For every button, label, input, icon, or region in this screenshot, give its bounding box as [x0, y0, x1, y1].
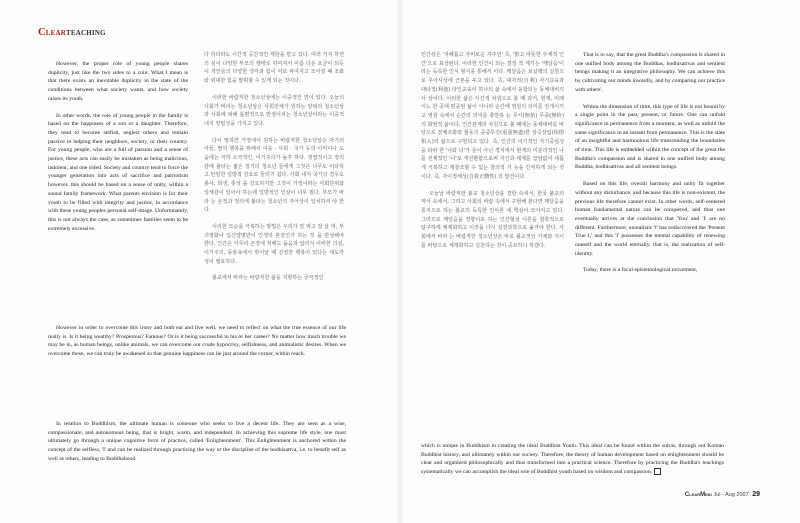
page-gutter — [398, 0, 402, 523]
paragraph: In other words, the role of young people in the family is based on the happiness of a son or a daughter. Therefore, they tend to become selfish, neglect others and remain passive in helping their neighbors, society, or their country. For young people, who are a full of passion and a sense of justice, these acts can easily be mistaken as being malicious, indolent, and one sided. Society and country tend to force the younger generation into acts of sacrifice and patriotism however. this should be based on a sense of unity, within a sound family framework. What parents envision is for their youth to be filled with integrity and justice, in accordance with these young peoples personal self-image. Unfortunately, this is not always the case, as sometimes families seem to be extremely excessive. — [48, 112, 188, 232]
paragraph: Today, there is a focal epistemological movement, — [583, 267, 698, 274]
paragraph: 불교에서 바라는 바람직한 삶을 지향하는 궁극적인 — [212, 275, 324, 282]
footer-brand: ClearMind — [684, 492, 712, 498]
left-english-column-lower — [48, 324, 346, 367]
paragraph: Based on this life, overall harmony and unity fit together without any disturbance, and because this life is non-existent, the previous life therefore cannot exist. In other words, self-centered human fundamental nature can be conquered, and thus one eventually arrives at the conclusion that 'You' and 'I' are no different. Furthermore, unrealistic 'I' has rediscovered the 'Present True I,' and this 'I' possesses the mental capability of renewing oneself and the world eternally, that is, the realization of self-identity. — [575, 181, 725, 257]
right-english-column — [575, 51, 725, 283]
left-korean-column — [204, 51, 344, 291]
paragraph — [421, 442, 724, 477]
right-korean-column — [421, 51, 564, 258]
paragraph: However, the proper role of young people shares duplicity, just like the two sides to a coin. What I mean is that there exists an inevitable duplicity in the state of the conditions between what society wants, and how society raises its youth. — [48, 61, 188, 102]
paragraph: 다시 말하면 가정에서 원하는 바람직한 청소년상은 자기의 아들, 딸의 행복을 위해서 이웃 · 사회 · 국가 등의 이익이나 도움에는 극히 소극적인, 이기주의가 높후 하다. 정열적이고 정의감에 불타는 젊은 청기의 청소년 들에게 그것은 너무도 이타하고 안일한 일방적 강요로 들리기 쉽다. 사회 내지 국가의 경우도 봉사, 희생, 충성 을 강요하지만 그것이 가정이라는 사회단위와 일체감이 있어야 하는데 일방적인 인상이 너무 짙다. 부모가 바라 는 온정과 정의에 불타는 청소년의 자아상이 일치하여 야 한다. — [204, 137, 344, 214]
header-section: teaching — [66, 28, 106, 38]
page-number: 29 — [752, 491, 760, 498]
paragraph: In relation to Buddhism, the ultimate human is someone who seeks to live a decent life. They are seen as a wise, compassionate, and autonomous being, that is bright, warm, and independent. In achieving this supreme life style, one must ultimately go through a unique cognitive form of practice, called 'Enlightenment'. This Enlightenment is anchored within the concept of the selfless, 'I' and can be realized through practicing the way or the discipline of the bodhisattva, i.e. to benefit self as well as others, leading to Buddhahood. — [48, 421, 346, 462]
end-mark-icon — [654, 468, 661, 475]
magazine-header — [38, 27, 106, 38]
paragraph-text: which is unique in Buddhism in creating the ideal Buddhist Youth. This ideal can be found within the sutras, through out Korean Buddhist history, and ultimately within our society. Therefore, the theory of human development based on enlightenment should be clear and organized philosophically and thus transformed into a practical science. Therefore by practicing the Buddha's teachings systematically we can accomplish the ideal role of Buddhist youth based on wisdom and compassion. — [421, 443, 724, 476]
page-footer — [685, 491, 760, 498]
right-english-wide — [421, 442, 724, 485]
paragraph: 이러한 모순을 극복하는 방법은 우리가 잘 먹고 잘 살 며, 부귀영화나 입신양명만이 인생의 본질인가 하는 것 을 반성해야 한다. 인간은 아무리 곤경에 처해도 돕음과 답리식 이비한 의심, 이기주의, 동물욕에서 벗어날 때 진정한 행복이 있다는 대도각성이 필요하다. — [204, 223, 344, 265]
footer-issue: Jul - Aug 2007 — [713, 492, 749, 498]
paragraph: 인간상은 '지혜롭고 자비로운 자주인' 즉, '밝고 따뜻한 주체적 인간'으로 표상된다. 이러한 인간이 되는 결정 적 계기는 '깨달음'이라는 독특한 인식 형식을 통해서 이다. 깨달음은 보살행의 실천으로 무아사상에 근본을 두고 있다. 즉, 대자적(自利) 자기교육과 대타적(利他) 타인교육이 하나의 삶 속에서 융합되는 동체대비의 사 상이다. 이러한 삶은 시간적 차원으로 볼 때 과거, 현재, 미래 어느 한 곳에 편중된 삶이 아니라 순간에 영원의 의미를 전개시키고 영원 속에서 순간의 의미를 충만하 는 무시(無始) 무종(無終)의 화엄적 삶이다. 인간관계의 차원으로 볼 때에는 동체대비를 바탕으로 전체조화와 협동의 중중무진(重重無盡)한 상즉상입(相卽相入)의 삶으로 구현되고 있다. 즉, 인간의 이기적인 자기중심성을 타파 한 '나와 너'가 둘이 아닌 경지에서 현재의 미분리적인 나를 전제적인 '나'로 재전환함으로써 자신과 세계를 끊임없이 새롭게 극복하고 재창조할 수 있는 창의적 기 능을 간직하게 되는 것이다. 즉, 자이정체성(自我正體性) 의 발견이다. — [421, 52, 564, 180]
paragraph: 이러한 바람직한 청소년상에는 이중적인 면이 있다. 오늘의 사회가 바라는 청소년상은 사회전체가 원하는 양위의 청소년상과 사회에 피해 롭편적으로 반점이치는 청소년상이라는 이중적 내지 양립성을 가지고 있다. — [204, 94, 344, 127]
paragraph: However in order to overcome this irony and both eat and live well, we need to reflect on what the true essence of our life really is. Is it being wealthy? Prosperous? Famous? Or is it being successful in his or her career? No matter how much trouble we may be in, as human beings, unlike animals, we can overcome our crude hypocrisy, selfishness, and animalistic desires. When we overcome these, we can truly be awakened so that genuine happiness can lie just around the corner, within reach. — [48, 325, 346, 358]
left-english-column — [48, 60, 188, 241]
paragraph: 다 하더라도 시간적 공간적인 제한을 받고 있다. 여러 가지 하면의 심이 다양한 부모의 행태로 하여져서 이름 다운 요금이 되듯이 개인들의 다양한 생각과 힘이 서로 싸여지고 모아질 때 조화와 위대한 힘을 발휘할 수 있게 되는 것이다. — [204, 52, 344, 85]
paragraph: Within the dimension of time, this type of life is not bound by a single point in the past, present, or future. One can unfold significance in permanence from a moment, as well as unfold the same significance in an instant from permanence. This is the state of an insightful and harmonious life transcending the boundaries of time. This life is embedded within the concept of the great the Buddha's compassion and is shared in one unified body among Buddha, bodhisattvas and all sentient beings. — [575, 103, 725, 171]
header-brand: Clear — [38, 27, 67, 38]
paragraph: 오늘날 바람직한 불교 청소년상을 결한 속에서, 한국 불교의 역사 속에서, 그리고 사회의 바람 속에서 구현해 본다면 깨달음을 통지으로 하는 불교의 독특한 인식론 에 핵심이 모아지고 있다. 그러므로 깨달음을 정향이로 하는 인간형성 이론을 철학적으로 탐구하게 체계화하고 이것을 다시 실천과학으로 옮겨야 한다. 사회에서 바라 는 바람직한 청소년상은 바로 불교적인 기체와 지시를 바탕으로 체계화하고 실천하는 것이 중요하다 하겠다. — [421, 190, 564, 249]
paragraph: That is to say, that the great Buddha's compassion is shared in one unified body among the Buddhas, bodhisattvas and sentient beings making it an integrative philosophy. We can achieve this by cultivating our minds inwardly, and by comparing our practice with others'. — [575, 52, 725, 93]
left-english-wide — [48, 420, 346, 472]
